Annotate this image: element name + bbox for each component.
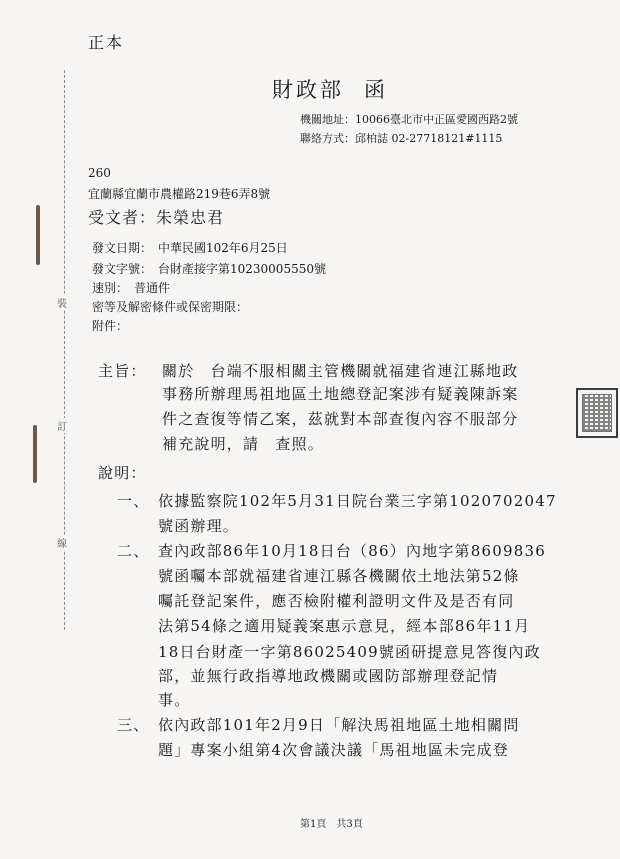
agency-address: 機關地址：10066臺北市中正區愛國西路2號 — [300, 113, 518, 126]
recipient-zip: 260 — [88, 166, 111, 180]
agency-contact: 聯絡方式：邱柏誌 02-27718121#1115 — [300, 132, 503, 145]
item-line: 事。 — [158, 691, 191, 709]
document-title — [272, 74, 388, 104]
copy-mark: 正本 — [88, 33, 125, 52]
issue-date: 發文日期： 中華民國102年6月25日 — [92, 241, 288, 255]
item-line: 題」專案小組第4次會議決議「馬祖地區未完成登 — [158, 741, 509, 759]
item-line: 18日台財產一字第86025409號函研提意見答復內政 — [158, 643, 541, 661]
staple-mark — [36, 205, 40, 265]
item-line: 法第54條之適用疑義案惠示意見，經本部86年11月 — [158, 617, 531, 635]
explanation-label: 說明： — [98, 464, 147, 482]
subject-line: 事務所辦理馬祖地區土地總登記案涉有疑義陳訴案 — [162, 385, 519, 403]
delivery-speed: 速別： 普通件 — [92, 281, 171, 295]
binding-char-ding: 訂 — [57, 418, 67, 433]
subject-label: 主旨： — [98, 362, 147, 380]
subject-line: 補充說明，請 查照。 — [162, 435, 325, 453]
item-number: 三、 — [117, 716, 150, 734]
subject-line: 關於 台端不服相關主管機關就福建省連江縣地政 — [162, 362, 519, 380]
title-agency: 財政部 — [272, 78, 344, 102]
item-line: 囑託登記案件，應否檢附權利證明文件及是否有同 — [158, 592, 515, 610]
item-line: 號函辦理。 — [158, 517, 240, 535]
item-line: 部，並無行政指導地政機關或國防部辦理登記情 — [158, 667, 499, 685]
item-line: 號函囑本部就福建省連江縣各機關依土地法第52條 — [158, 567, 520, 585]
recipient-address: 宜蘭縣宜蘭市農權路219巷6弄8號 — [88, 187, 271, 201]
item-number: 一、 — [117, 492, 150, 510]
reference-number: 發文字號： 台財產接字第10230005550號 — [92, 262, 326, 276]
item-line: 查內政部86年10月18日台（86）內地字第8609836 — [158, 542, 546, 560]
recipient-name: 受文者：朱榮忠君 — [88, 208, 225, 227]
seal-pattern — [582, 394, 612, 432]
binding-char-xian: 線 — [57, 535, 67, 550]
subject-line: 件之查復等情乙案，茲就對本部查復內容不服部分 — [162, 410, 519, 428]
staple-mark — [33, 425, 37, 483]
title-type: 函 — [364, 78, 388, 102]
official-seal-stamp — [576, 388, 618, 438]
secrecy-level: 密等及解密條件或保密期限： — [92, 300, 249, 314]
item-line: 依據監察院102年5月31日院台業三字第1020702047 — [158, 492, 557, 510]
item-line: 依內政部101年2月9日「解決馬祖地區土地相關問 — [158, 716, 520, 734]
binding-char-zhuang: 裝 — [57, 295, 67, 310]
attachment-field: 附件： — [92, 319, 129, 333]
item-number: 二、 — [117, 542, 150, 560]
page-footer: 第1頁 共3頁 — [300, 819, 363, 830]
